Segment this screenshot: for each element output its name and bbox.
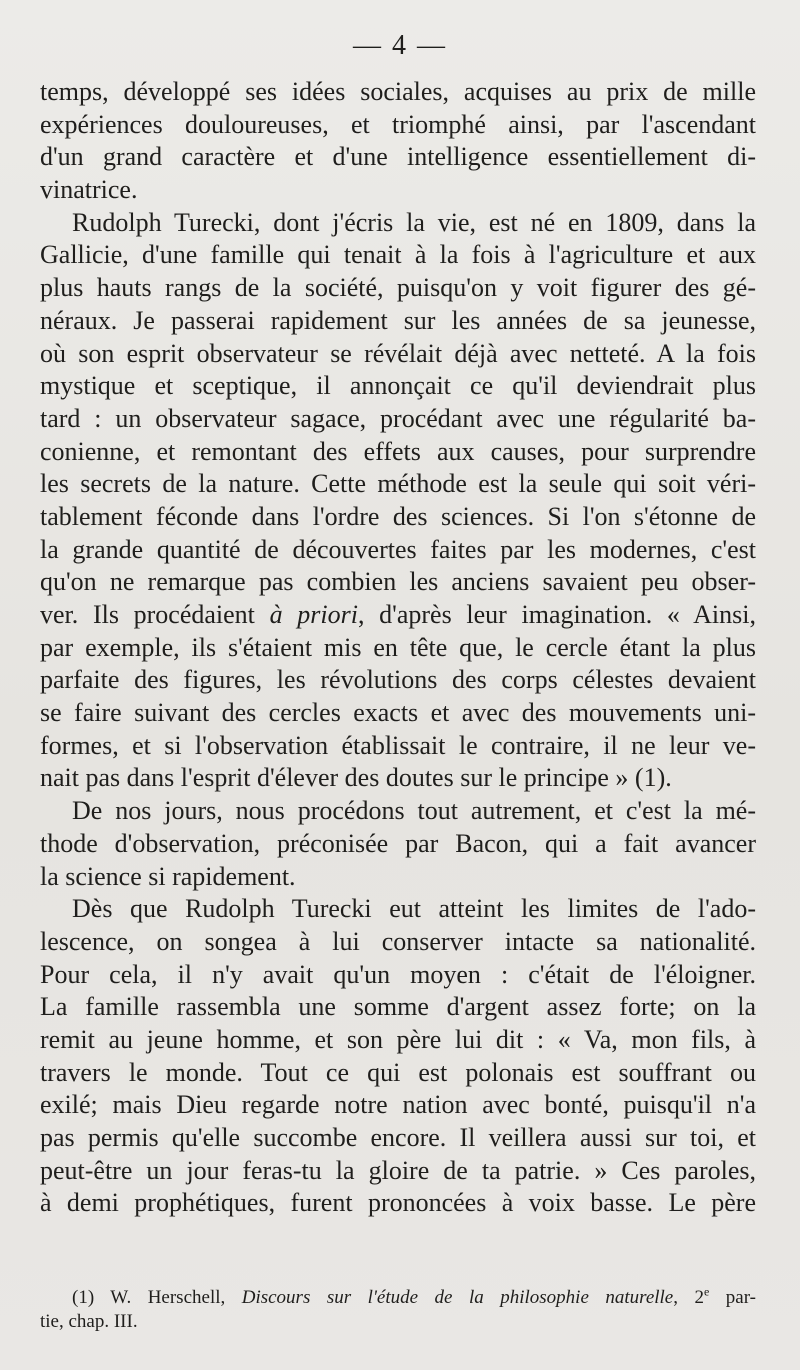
text-line: expériences douloureuses, et triomphé ainsi, par l'ascendant — [40, 109, 756, 139]
footnote-title: Discours sur l'étude de la philosophie naturelle — [241, 1287, 674, 1308]
page-number: — 4 — — [353, 30, 447, 61]
footnote — [40, 1286, 756, 1334]
text-line: les secrets de la nature. Cette méthode est la seule qui soit véri- — [40, 469, 756, 499]
text-line: lescence, on songea à lui conserver intacte sa nationalité. — [40, 926, 756, 956]
text-line: peut-être un jour feras-tu la gloire de ta patrie. » Ces paroles, — [40, 1155, 756, 1185]
text-line: mystique et sceptique, il annonçait ce qu'il deviendrait plus — [40, 371, 756, 401]
text-line: Dès que Rudolph Turecki eut atteint les limites de l'ado- — [72, 894, 756, 924]
text-segment: ver. Ils procédaient — [40, 600, 270, 629]
body-text — [40, 76, 756, 1220]
text-line: pas permis qu'elle succombe encore. Il veillera aussi sur toi, et — [40, 1123, 756, 1152]
footnote-superscript: e — [703, 1284, 710, 1299]
text-line: thode d'observation, préconisée par Bacon, qui a fait avancer — [40, 828, 756, 858]
text-line: néraux. Je passerai rapidement sur les années de sa jeunesse, — [40, 305, 756, 335]
footnote-text: par- — [709, 1287, 756, 1308]
text-line: travers le monde. Tout ce qui est polonais est souffrant ou — [40, 1057, 756, 1087]
text-segment: , d'après leur imagination. « Ainsi, — [357, 600, 756, 629]
text-line: Gallicie, d'une famille qui tenait à la fois à l'agriculture et aux — [40, 240, 756, 270]
text-line: se faire suivant des cercles exacts et avec des mouvements uni- — [40, 698, 756, 728]
footnote-marker: (1) W. Herschell, — [72, 1287, 242, 1308]
text-line: parfaite des figures, les révolutions des corps célestes devaient — [40, 665, 756, 695]
text-line: d'un grand caractère et d'une intelligence essentiellement di- — [40, 142, 756, 172]
text-line: où son esprit observateur se révélait déjà avec netteté. A la fois — [40, 338, 756, 368]
italic-term: à priori — [269, 600, 358, 629]
footnote-line: tie, chap. III. — [40, 1311, 138, 1332]
text-line: formes, et si l'observation établissait le contraire, il ne leur ve- — [40, 730, 756, 760]
text-line: la science si rapidement. — [40, 861, 296, 891]
text-line: vinatrice. — [40, 175, 138, 205]
text-line: De nos jours, nous procédons tout autrement, et c'est la mé- — [72, 796, 756, 826]
text-line: tablement féconde dans l'ordre des sciences. Si l'on s'étonne de — [40, 501, 756, 531]
footnote-line — [40, 1286, 756, 1310]
text-line: Pour cela, il n'y avait qu'un moyen : c'était de l'éloigner. — [40, 959, 756, 989]
text-line-with-italic — [40, 599, 756, 632]
text-line: plus hauts rangs de la société, puisqu'on y voit figurer des gé- — [40, 273, 756, 303]
text-line: Rudolph Turecki, dont j'écris la vie, est né en 1809, dans la — [72, 207, 756, 237]
text-line: par exemple, ils s'étaient mis en tête que, le cercle étant la plus — [40, 632, 756, 662]
text-line: exilé; mais Dieu regarde notre nation avec bonté, puisqu'il n'a — [40, 1090, 756, 1120]
text-line: la grande quantité de découvertes faites par les modernes, c'est — [40, 534, 756, 564]
text-line: temps, développé ses idées sociales, acquises au prix de mille — [40, 77, 756, 106]
text-line: remit au jeune homme, et son père lui dit : « Va, mon fils, à — [40, 1024, 756, 1054]
text-line: La famille rassembla une somme d'argent assez forte; on la — [40, 992, 756, 1022]
text-line: conienne, et remontant des effets aux causes, pour surprendre — [40, 436, 756, 466]
text-line: nait pas dans l'esprit d'élever des doutes sur le principe » (1). — [40, 763, 672, 793]
text-line: à demi prophétiques, furent prononcées à voix basse. Le père — [40, 1188, 756, 1218]
text-line: qu'on ne remarque pas combien les anciens savaient peu obser- — [40, 567, 756, 597]
text-line: tard : un observateur sagace, procédant avec une régularité ba- — [40, 403, 756, 433]
footnote-text: , 2 — [673, 1287, 704, 1308]
